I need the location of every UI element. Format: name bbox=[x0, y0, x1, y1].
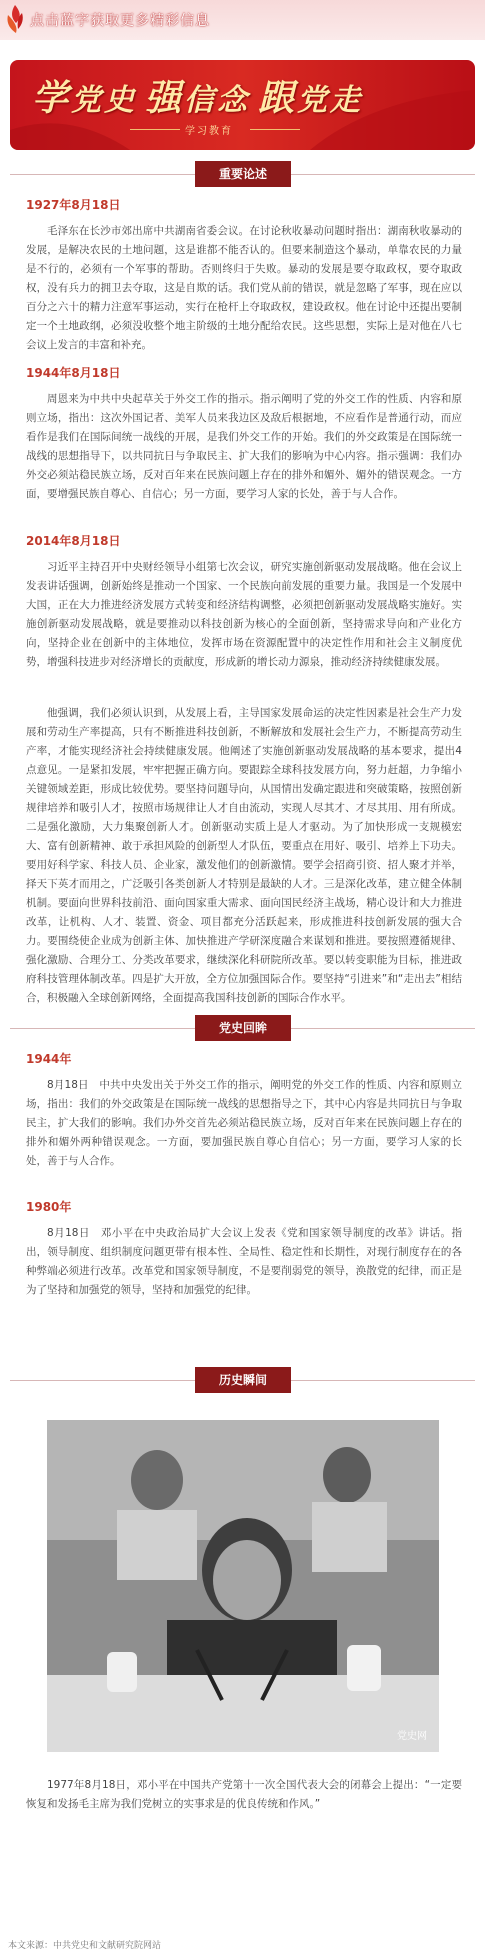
theme-banner bbox=[10, 60, 475, 150]
banner-subtitle: 学习教育 bbox=[185, 126, 233, 137]
entry-text: 周恩来为中共中央起草关于外交工作的指示。指示阐明了党的外交工作的性质、内容和原则立场，指出：这次外国记者、美军人员来我边区及敌后根据地，不应看作是普通行动，而应看作是我们在国际间统一战线的开展，是我们外交工作的开始。我们的外交政策是在国际统一战线的思想指导下，以共同抗日与争取民主、扩大我们的影响为中心内容。指示强调：我们办外交必须站稳民族立场，反对百年来在民族问题上存在的排外和媚外、媚外的错误观念。一方面，要增强民族自尊心、自信心；另一方面，要学习人家的长处，善于与人合作。 bbox=[26, 393, 462, 500]
follow-notice-text[interactable]: 点击蓝字获取更多精彩信息 bbox=[30, 13, 210, 29]
banner-char-3: 跟 bbox=[258, 77, 298, 119]
section-title-history-review: 党史回眸 bbox=[195, 1015, 291, 1041]
entry-text: 8月18日 邓小平在中央政治局扩大会议上发表《党和国家领导制度的改革》讲话。指出，领导制度、组织制度问题更带有根本性、全局性、稳定性和长期性，对现行制度存在的各种弊端必须进行改革。改革党和国家领导制度，不是要削弱党的领导，涣散党的纪律，而正是为了坚持和加强党的领导，坚持和加强党的纪律。 bbox=[26, 1227, 462, 1296]
section-title-key-remarks: 重要论述 bbox=[195, 161, 291, 187]
banner-word-2: 信念 bbox=[184, 83, 251, 118]
section-title-historic-moment: 历史瞬间 bbox=[195, 1367, 291, 1393]
torch-logo-icon bbox=[4, 3, 26, 35]
banner-char-2: 强 bbox=[145, 77, 185, 119]
photo-caption: 1977年8月18日，邓小平在中国共产党第十一次全国代表大会的闭幕会上提出：“一定要恢复和发扬毛主席为我们党树立的实事求是的优良传统和作风。” bbox=[26, 1779, 462, 1810]
entry-text: 8月18日 中共中央发出关于外交工作的指示，阐明党的外交工作的性质、内容和原则立场，指出：我们的外交政策是在国际统一战线的思想指导之下，其中心内容是共同抗日与争取民主，扩大我们的影响。我们办外交首先必须站稳民族立场，反对百年来在民族问题上存在的排外和媚外两种错误观念。一方面，要加强民族自尊心自信心；另一方面，要学习人家的长处，善于与人合作。 bbox=[26, 1079, 462, 1167]
entry-text: 习近平主持召开中央财经领导小组第七次会议，研究实施创新驱动发展战略。他在会议上发表讲话强调，创新始终是推动一个国家、一个民族向前发展的重要力量。我国是一个发展中大国，正在大力推进经济发展方式转变和经济结构调整，必须把创新驱动发展战略实施好。实施创新驱动发展战略，就是要推动以科技创新为核心的全面创新，坚持需求导向和产业化方向，坚持企业在创新中的主体地位，发挥市场在资源配置中的决定性作用和社会主义制度优势，增强科技进步对经济增长的贡献度，形成新的增长动力源泉，推动经济持续健康发展。 bbox=[26, 561, 462, 668]
historic-photo-scene bbox=[47, 1420, 439, 1752]
photo-watermark: 党史网 bbox=[397, 1731, 427, 1742]
banner-word-1: 党史 bbox=[71, 83, 138, 118]
banner-rule-right bbox=[250, 129, 300, 130]
banner-word-3: 党走 bbox=[297, 83, 364, 118]
follow-notice-bar[interactable] bbox=[0, 0, 485, 40]
entry-date: 2014年8月18日 bbox=[26, 534, 121, 548]
article-source: 本文来源：中共党史和文献研究院网站 bbox=[8, 1941, 162, 1951]
banner-rule-left bbox=[130, 129, 180, 130]
entry-date: 1980年 bbox=[26, 1200, 72, 1214]
entry-text: 毛泽东在长沙市郊出席中共湖南省委会议。在讨论秋收暴动问题时指出：湖南秋收暴动的发展，是解决农民的土地问题，这是谁都不能否认的。但要来制造这个暴动，单靠农民的力量是不行的，必须有一个军事的帮助。否则终归于失败。暴动的发展是要夺取政权，要夺取政权，没有兵力的拥卫去夺取，这是自欺的话。我们党从前的错误，就是忽略了军事，现在应以百分之六十的精力注意军事运动，实行在枪杆上夺取政权，建设政权。他在讨论中还提出要制定一个土地政纲，必须没收整个地主阶级的土地分配给农民。这些思想，实际上是对他在八七会议上发言的丰富和补充。 bbox=[26, 225, 462, 351]
banner-title bbox=[32, 70, 363, 121]
entry-date: 1944年 bbox=[26, 1052, 72, 1066]
entry-date: 1927年8月18日 bbox=[26, 198, 121, 212]
entry-text-continued: 他强调，我们必须认识到，从发展上看，主导国家发展命运的决定性因素是社会生产力发展和劳动生产率提高，只有不断推进科技创新，不断解放和发展社会生产力，不断提高劳动生产率，才能实现经济社会持续健康发展。他阐述了实施创新驱动发展战略的基本要求，提出4点意见。一是紧扣发展，牢牢把握正确方向。要跟踪全球科技发展方向，努力赶超，力争缩小关键领域差距，形成比较优势。要坚持问题导向，从国情出发确定跟进和突破策略，按照创新规律培养和吸引人才，按照市场规律让人才自由流动，实现人尽其才、才尽其用、用有所成。二是强化激励，大力集聚创新人才。创新驱动实质上是人才驱动。为了加快形成一支规模宏大、富有创新精神、敢于承担风险的创新型人才队伍，要重点在用好、吸引、培养上下功夫。要用好科学家、科技人员、企业家，激发他们的创新激情。要学会招商引资、招人聚才并举，择天下英才而用之，广泛吸引各类创新人才特别是最缺的人才。三是深化改革，建立健全体制机制。要面向世界科技前沿、面向国家重大需求、面向国民经济主战场，精心设计和大力推进改革，让机构、人才、装置、资金、项目都充分活跃起来，形成推进科技创新发展的强大合力。要围绕使企业成为创新主体、加快推进产学研深度融合来谋划和推进。要按照遵循规律、强化激励、合理分工、分类改革要求，继续深化科研院所改革。要以转变职能为目标，推进政府科技管理体制改革。四是扩大开放，全方位加强国际合作。要坚持“引进来”和“走出去”相结合，积极融入全球创新网络，全面提高我国科技创新的国际合作水平。 bbox=[26, 707, 462, 1004]
entry-date: 1944年8月18日 bbox=[26, 366, 121, 380]
banner-char-1: 学 bbox=[32, 77, 72, 119]
historic-photo bbox=[47, 1420, 439, 1752]
